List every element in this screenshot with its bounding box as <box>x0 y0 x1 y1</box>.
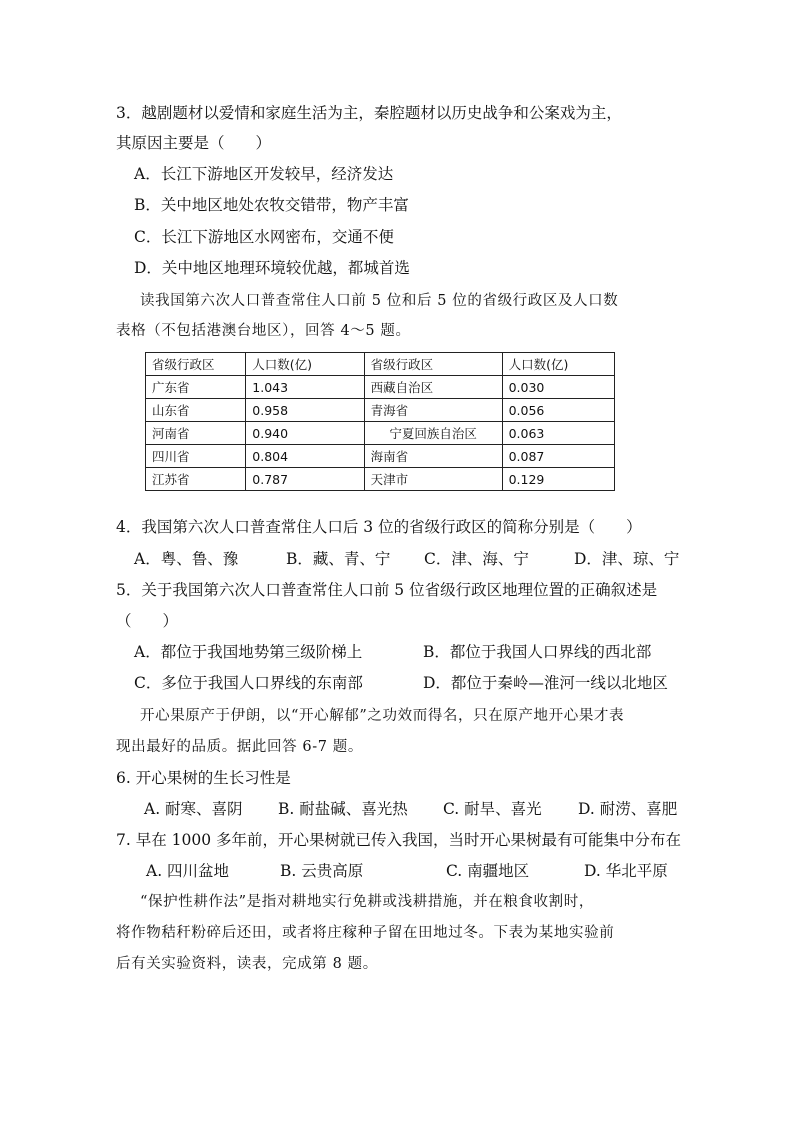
q7-stem: 7. 早在 1000 多年前，开心果树就已传入我国，当时开心果树最有可能集中分布在 <box>116 831 682 849</box>
q5-stem-line1: 5．关于我国第六次人口普查常住人口前 5 位省级行政区地理位置的正确叙述是 <box>116 581 658 599</box>
table-header-row <box>146 353 615 376</box>
q3-option-a: A．长江下游地区开发较早，经济发达 <box>134 165 394 183</box>
q3-stem-line1: 3．越剧题材以爱情和家庭生活为主，秦腔题材以历史战争和公案戏为主， <box>116 104 622 122</box>
table-cell: 河南省 <box>146 422 246 445</box>
table-cell: 0.030 <box>502 376 614 399</box>
table-cell: 天津市 <box>364 468 502 491</box>
table-cell: 广东省 <box>146 376 246 399</box>
table-cell: 0.958 <box>246 399 364 422</box>
table-cell: 0.940 <box>246 422 364 445</box>
intro-4-5-line1: 读我国第六次人口普查常住人口前 5 位和后 5 位的省级行政区及人口数 <box>140 293 619 309</box>
q3-option-b: B．关中地区地处农牧交错带，物产丰富 <box>134 196 409 214</box>
table-row <box>146 445 615 468</box>
q7-option-c: C. 南疆地区 <box>446 862 530 880</box>
table-header-cell: 人口数(亿) <box>246 353 364 376</box>
table-cell: 青海省 <box>364 399 502 422</box>
table-row <box>146 376 615 399</box>
intro-8-line2: 将作物秸秆粉碎后还田，或者将庄稼种子留在田地过冬。下表为某地实验前 <box>116 925 615 941</box>
table-cell: 0.129 <box>502 468 614 491</box>
intro-6-7-line2: 现出最好的品质。据此回答 6-7 题。 <box>116 739 363 755</box>
q6-option-a: A. 耐寒、喜阴 <box>144 800 243 818</box>
table-cell: 0.787 <box>246 468 364 491</box>
table-header-cell: 人口数(亿) <box>502 353 614 376</box>
q6-option-c: C. 耐旱、喜光 <box>443 800 542 818</box>
q4-option-b: B．藏、青、宁 <box>286 550 391 568</box>
q4-option-a: A．粤、鲁、豫 <box>134 550 239 568</box>
table-cell: 四川省 <box>146 445 246 468</box>
q7-option-b: B. 云贵高原 <box>280 862 364 880</box>
q5-option-d: D．都位于秦岭—淮河一线以北地区 <box>423 674 668 692</box>
table-header-cell: 省级行政区 <box>364 353 502 376</box>
intro-4-5-line2: 表格（不包括港澳台地区），回答 4～5 题。 <box>116 323 411 339</box>
q5-option-b: B．都位于我国人口界线的西北部 <box>423 643 652 661</box>
q7-option-a: A. 四川盆地 <box>146 862 230 880</box>
table-cell: 0.056 <box>502 399 614 422</box>
population-table <box>145 352 615 491</box>
q3-option-d: D．关中地区地理环境较优越，都城首选 <box>134 259 410 277</box>
intro-8-line3: 后有关实验资料，读表，完成第 8 题。 <box>116 956 378 972</box>
table-row <box>146 468 615 491</box>
q4-option-c: C．津、海、宁 <box>424 550 529 568</box>
table-cell: 1.043 <box>246 376 364 399</box>
table-row <box>146 422 615 445</box>
q6-option-b: B. 耐盐碱、喜光热 <box>278 800 408 818</box>
q3-option-c: C．长江下游地区水网密布，交通不便 <box>134 228 394 246</box>
table-cell: 山东省 <box>146 399 246 422</box>
table-cell: 江苏省 <box>146 468 246 491</box>
table-cell: 0.804 <box>246 445 364 468</box>
table-cell: 西藏自治区 <box>364 376 502 399</box>
q4-option-d: D．津、琼、宁 <box>574 550 680 568</box>
q6-option-d: D. 耐涝、喜肥 <box>578 800 678 818</box>
q4-stem: 4．我国第六次人口普查常住人口后 3 位的省级行政区的简称分别是（ ） <box>116 518 642 536</box>
table-row <box>146 399 615 422</box>
q5-option-c: C．多位于我国人口界线的东南部 <box>134 674 363 692</box>
q5-option-a: A．都位于我国地势第三级阶梯上 <box>134 643 363 661</box>
q6-stem: 6. 开心果树的生长习性是 <box>116 769 291 787</box>
intro-6-7-line1: 开心果原产于伊朗，以“开心解郁”之功效而得名，只在原产地开心果才表 <box>140 708 625 724</box>
table-cell: 海南省 <box>364 445 502 468</box>
table-header-cell: 省级行政区 <box>146 353 246 376</box>
table-cell: 宁夏回族自治区 <box>364 422 502 445</box>
q5-stem-line2: （ ） <box>116 612 179 630</box>
intro-8-line1: “保护性耕作法”是指对耕地实行免耕或浅耕措施，并在粮食收割时， <box>140 894 594 910</box>
q7-option-d: D. 华北平原 <box>584 862 668 880</box>
q3-stem-line2: 其原因主要是（ ） <box>116 134 272 152</box>
table-cell: 0.087 <box>502 445 614 468</box>
table-cell: 0.063 <box>502 422 614 445</box>
